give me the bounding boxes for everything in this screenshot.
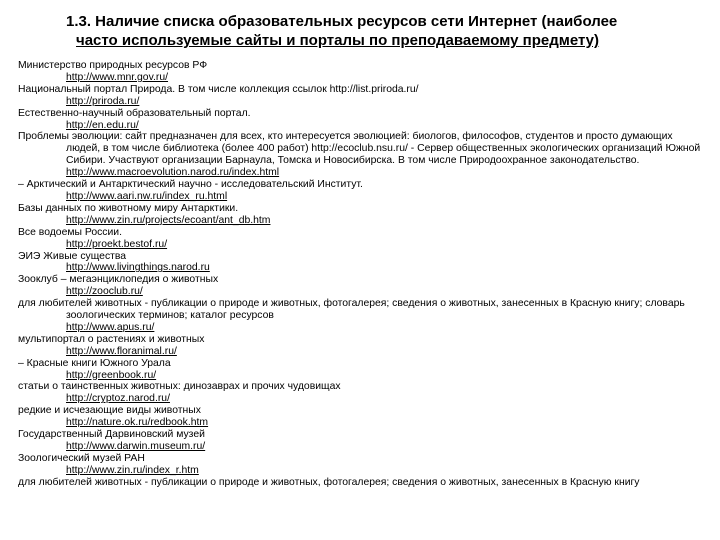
resource-link[interactable]: http://proekt.bestof.ru/ <box>66 238 168 250</box>
resource-description: для любителей животных - публикации о природе и животных, фотогалерея; сведения о животных, занесенных в Красную книгу <box>18 476 640 488</box>
resource-entry <box>18 453 708 477</box>
resource-entry <box>18 131 708 179</box>
resource-link[interactable]: http://www.zin.ru/index_r.htm <box>66 464 199 476</box>
resource-entry <box>18 274 708 298</box>
resource-link[interactable]: http://www.zin.ru/projects/ecoant/ant_db.htm <box>66 214 271 226</box>
resource-description: Естественно-научный образовательный портал. <box>18 107 251 119</box>
resource-description: Базы данных по животному миру Антарктики. <box>18 202 239 214</box>
resource-link[interactable]: http://www.apus.ru/ <box>66 321 155 333</box>
resource-description: Зооклуб – мегаэнциклопедия о животных <box>18 274 219 286</box>
resource-link[interactable]: http://www.livingthings.narod.ru <box>66 262 210 274</box>
section-title-line-1: 1.3. Наличие списка образовательных ресурсов сети Интернет (наиболее <box>66 13 618 30</box>
resource-entry <box>18 227 708 251</box>
resource-entry <box>18 358 708 382</box>
resource-description: Национальный портал Природа. В том числе коллекция ссылок http://list.priroda.ru/ <box>18 83 419 95</box>
resource-entry <box>18 108 708 132</box>
resource-link[interactable]: http://www.mnr.gov.ru/ <box>66 71 169 83</box>
resource-description: Зоологический музей РАН <box>18 452 145 464</box>
resource-entry <box>18 251 708 275</box>
resource-link[interactable]: http://greenbook.ru/ <box>66 369 157 381</box>
resource-description: ЭИЭ Живые существа <box>18 250 127 262</box>
resource-link[interactable]: http://nature.ok.ru/redbook.htm <box>66 417 209 429</box>
resource-list <box>18 60 708 489</box>
resource-description: для любителей животных - публикации о природе и животных, фотогалерея; сведения о животных, занесенных в Красную книгу; словарь зоологических терминов; каталог ресурсов <box>18 298 685 322</box>
resource-link[interactable]: http://cryptoz.narod.ru/ <box>66 393 170 405</box>
resource-link[interactable]: http://priroda.ru/ <box>66 95 140 107</box>
resource-description: мультипортал о растениях и животных <box>18 333 205 345</box>
resource-entry <box>18 298 708 334</box>
resource-description: Все водоемы России. <box>18 226 123 238</box>
resource-description: Министерство природных ресурсов РФ <box>18 60 208 71</box>
section-title-line-2: часто используемые сайты и порталы по преподаваемому предмету) <box>76 32 600 49</box>
resource-description: Проблемы эволюции: сайт предназначен для всех, кто интересуется эволюцией: биологов, философов, студентов и просто думающих людей, в том числе библиотека (более 400 работ) http://ecoclub.nsu.ru/ - Сервер общественных экологических организаций Южной Сибири. Участвуют организации Барнаула, Томска и Новосибирска. В том числе Природоохранное законодательство. <box>18 131 701 167</box>
resource-description: Государственный Дарвиновский музей <box>18 429 205 441</box>
resource-entry <box>18 477 708 489</box>
resource-entry <box>18 179 708 203</box>
resource-description: редкие и исчезающие виды животных <box>18 405 201 417</box>
resource-description: – Арктический и Антарктический научно - исследовательский Институт. <box>18 179 363 191</box>
resource-link[interactable]: http://www.darwin.museum.ru/ <box>66 441 206 452</box>
resource-link[interactable]: http://www.floranimal.ru/ <box>66 345 177 357</box>
resource-entry <box>18 60 708 84</box>
resource-entry <box>18 203 708 227</box>
resource-entry <box>18 429 708 453</box>
resource-entry <box>18 405 708 429</box>
resource-description: – Красные книги Южного Урала <box>18 357 171 369</box>
resource-link[interactable]: http://zooclub.ru/ <box>66 286 143 298</box>
resource-entry <box>18 334 708 358</box>
resource-entry <box>18 381 708 405</box>
resource-description: статьи о таинственных животных: динозаврах и прочих чудовищах <box>18 381 341 393</box>
resource-link[interactable]: http://www.aari.nw.ru/index_ru.html <box>66 190 228 202</box>
resource-link[interactable]: http://en.edu.ru/ <box>66 119 139 131</box>
resource-link[interactable]: http://www.macroevolution.narod.ru/index.html <box>66 167 280 179</box>
resource-entry <box>18 84 708 108</box>
section-title <box>66 12 706 50</box>
